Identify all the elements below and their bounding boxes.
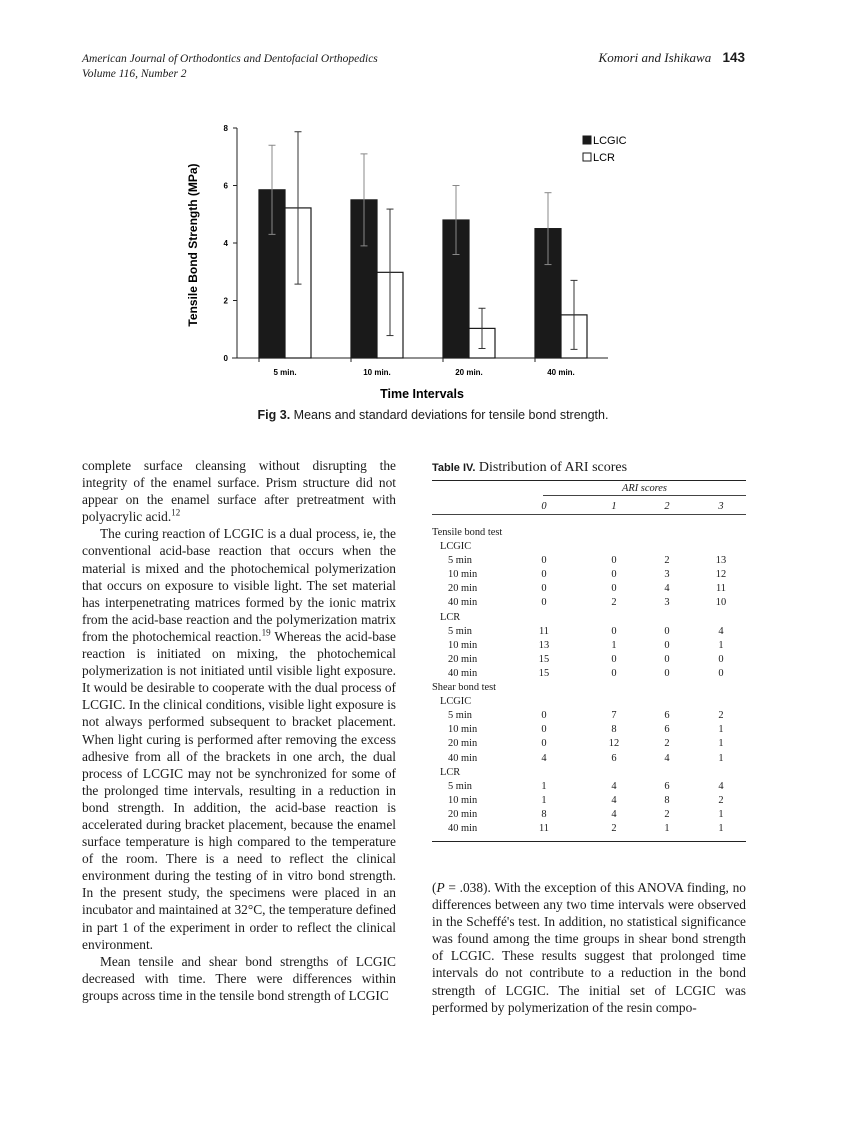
table-row bbox=[432, 611, 746, 625]
table-row bbox=[432, 639, 746, 653]
table-cell: 1 bbox=[541, 780, 547, 792]
legend-swatch-lcr bbox=[583, 153, 591, 161]
table-row bbox=[432, 582, 746, 596]
table-cell: 10 bbox=[715, 597, 727, 609]
table-title bbox=[432, 460, 627, 476]
table-cell: 11 bbox=[538, 822, 549, 834]
table-cell: 1 bbox=[718, 738, 724, 750]
table-row-label: 5 min bbox=[448, 625, 472, 637]
table-row-label: 20 min bbox=[448, 653, 478, 665]
table-body bbox=[432, 526, 746, 836]
table-title-text: Distribution of ARI scores bbox=[478, 460, 628, 475]
table-label: Table IV. bbox=[432, 462, 476, 474]
y-tick-label: 6 bbox=[223, 181, 228, 191]
table-cell: 8 bbox=[611, 724, 617, 736]
table-cell: 2 bbox=[664, 555, 670, 567]
table-cell: 11 bbox=[715, 583, 726, 595]
legend-swatch-lcgic bbox=[583, 136, 591, 144]
table-cell: 0 bbox=[664, 625, 670, 637]
table-row bbox=[432, 808, 746, 822]
paragraph: Mean tensile and shear bond strengths of LCGIC decreased with time. There were differences within groups across time in the tensile bond strength of LCGIC bbox=[82, 953, 396, 1003]
table-row bbox=[432, 709, 746, 723]
table-cell: 0 bbox=[611, 555, 617, 567]
y-axis-title: Tensile Bond Strength (MPa) bbox=[186, 163, 200, 327]
table-row-label: 20 min bbox=[448, 738, 478, 750]
table-row bbox=[432, 568, 746, 582]
table-cell: 0 bbox=[541, 597, 547, 609]
table-cell: 0 bbox=[611, 625, 617, 637]
page-number: 143 bbox=[722, 50, 745, 65]
y-tick-label: 8 bbox=[223, 124, 228, 133]
table-row-label: 10 min bbox=[448, 724, 478, 736]
figure-caption bbox=[0, 408, 866, 422]
y-tick-label: 2 bbox=[223, 296, 228, 306]
x-tick-label: 5 min. bbox=[273, 368, 297, 377]
table-row bbox=[432, 822, 746, 836]
table-cell: 4 bbox=[541, 752, 547, 764]
table-row bbox=[432, 540, 746, 554]
table-row bbox=[432, 794, 746, 808]
table-cell: 1 bbox=[718, 639, 724, 651]
table-cell: 4 bbox=[718, 625, 724, 637]
table-cell: 6 bbox=[664, 780, 670, 792]
table-cell: 3 bbox=[664, 569, 670, 581]
x-tick-label: 20 min. bbox=[455, 368, 483, 377]
x-tick-label: 40 min. bbox=[547, 368, 575, 377]
table-row bbox=[432, 780, 746, 794]
legend-label-lcr: LCR bbox=[593, 152, 616, 164]
table-row-label: LCR bbox=[440, 611, 461, 623]
table-cell: 0 bbox=[541, 738, 547, 750]
table-cell: 4 bbox=[664, 752, 670, 764]
table-cell: 1 bbox=[718, 808, 724, 820]
bond-strength-chart bbox=[0, 0, 866, 410]
author-names: Komori and Ishikawa bbox=[598, 50, 712, 65]
table-row bbox=[432, 681, 746, 695]
table-cell: 0 bbox=[718, 667, 724, 679]
table-cell: 15 bbox=[538, 653, 550, 665]
citation: 12 bbox=[171, 507, 181, 518]
table-rule bbox=[432, 841, 746, 842]
table-cell: 0 bbox=[541, 583, 547, 595]
y-tick-label: 4 bbox=[223, 239, 228, 248]
table-cell: 1 bbox=[541, 794, 547, 806]
table-row-label: Shear bond test bbox=[432, 682, 497, 694]
table-cell: 2 bbox=[664, 808, 670, 820]
table-cell: 3 bbox=[664, 597, 670, 609]
journal-volume: Volume 116, Number 2 bbox=[82, 68, 187, 80]
y-tick-label: 0 bbox=[223, 354, 228, 363]
table-cell: 0 bbox=[664, 667, 670, 679]
table-cell: 2 bbox=[718, 794, 724, 806]
table-row-label: 40 min bbox=[448, 752, 478, 764]
table-cell: 0 bbox=[664, 653, 670, 665]
paragraph: complete surface cleansing without disrupting the integrity of the enamel surface. Prism structure did not appear on the enamel surface after pretreatment with polyacrylic acid.$^{12}$ bbox=[82, 458, 396, 525]
table-row-label: 10 min bbox=[448, 639, 478, 651]
table-cell: 1 bbox=[664, 822, 670, 834]
table-column-header: 2 bbox=[664, 501, 670, 512]
table-cell: 0 bbox=[611, 583, 617, 595]
x-tick-label: 10 min. bbox=[363, 368, 391, 377]
table-row-label: 20 min bbox=[448, 583, 478, 595]
right-column bbox=[432, 879, 746, 1016]
table-rule bbox=[543, 495, 746, 496]
table-cell: 4 bbox=[664, 583, 670, 595]
table-group-header: ARI scores bbox=[622, 483, 667, 494]
table-row bbox=[432, 596, 746, 610]
x-tick-labels bbox=[259, 358, 575, 377]
table-cell: 6 bbox=[664, 710, 670, 722]
table-cell: 1 bbox=[718, 752, 724, 764]
table-row-label: 10 min bbox=[448, 569, 478, 581]
left-column bbox=[82, 457, 396, 1004]
table-row-label: 40 min bbox=[448, 667, 478, 679]
table-row-label: 20 min bbox=[448, 808, 478, 820]
figure-caption-text: Means and standard deviations for tensile bond strength. bbox=[293, 408, 609, 422]
paragraph: (P = .038). With the exception of this ANOVA finding, no differences between any two time intervals were observed in the Scheffé's test. In addition, no statistical significance was found among the time groups in shear bond strength of LCGIC. These results suggest that prolonged time intervals do not contribute to a reduction in the bond strength of LCGIC. The initial set of LCGIC was performed by polymerization of the resin compo- bbox=[432, 880, 746, 1015]
table-row bbox=[432, 667, 746, 681]
table-cell: 0 bbox=[611, 667, 617, 679]
table-cell: 6 bbox=[611, 752, 617, 764]
table-cell: 4 bbox=[718, 780, 724, 792]
table-cell: 2 bbox=[664, 738, 670, 750]
table-cell: 4 bbox=[611, 808, 617, 820]
table-row bbox=[432, 737, 746, 751]
table-row bbox=[432, 695, 746, 709]
table-cell: 0 bbox=[718, 653, 724, 665]
table-rule bbox=[432, 514, 746, 515]
y-axis-ticks bbox=[224, 124, 237, 363]
table-cell: 15 bbox=[538, 667, 550, 679]
table-row-label: Tensile bond test bbox=[432, 527, 503, 538]
bar-marks bbox=[259, 132, 587, 358]
table-row-label: 5 min bbox=[448, 780, 472, 792]
table-cell: 6 bbox=[664, 724, 670, 736]
figure-label: Fig 3. bbox=[257, 408, 291, 422]
table-column-header: 0 bbox=[541, 501, 547, 512]
table-cell: 2 bbox=[611, 597, 617, 609]
table-row-label: 10 min bbox=[448, 794, 478, 806]
table-cell: 13 bbox=[538, 639, 550, 651]
table-cell: 1 bbox=[718, 724, 724, 736]
table-cell: 7 bbox=[611, 710, 617, 722]
table-row bbox=[432, 752, 746, 766]
table-row bbox=[432, 653, 746, 667]
chart-legend bbox=[583, 135, 627, 164]
table-row-label: 5 min bbox=[448, 555, 472, 567]
table-cell: 0 bbox=[611, 653, 617, 665]
table-cell: 0 bbox=[541, 569, 547, 581]
legend-label-lcgic: LCGIC bbox=[593, 135, 627, 147]
table-cell: 8 bbox=[541, 808, 547, 820]
table-row-label: LCGIC bbox=[440, 696, 472, 708]
table-column-header: 1 bbox=[611, 501, 617, 512]
table-cell: 0 bbox=[541, 724, 547, 736]
table-rule bbox=[432, 480, 746, 481]
table-cell: 13 bbox=[715, 555, 727, 567]
x-axis-title: Time Intervals bbox=[380, 387, 464, 401]
table-cell: 2 bbox=[718, 710, 724, 722]
table-cell: 0 bbox=[611, 569, 617, 581]
table-column-header: 3 bbox=[718, 501, 724, 512]
table-cell: 0 bbox=[664, 639, 670, 651]
table-cell: 0 bbox=[541, 710, 547, 722]
table-cell: 0 bbox=[541, 555, 547, 567]
table-cell: 12 bbox=[608, 738, 620, 750]
table-cell: 11 bbox=[538, 625, 549, 637]
table-cell: 8 bbox=[664, 794, 670, 806]
table-row-label: LCGIC bbox=[440, 541, 472, 553]
table-cell: 1 bbox=[718, 822, 724, 834]
table-row-label: LCR bbox=[440, 766, 461, 778]
table-cell: 1 bbox=[611, 639, 617, 651]
table-cell: 4 bbox=[611, 780, 617, 792]
table-row bbox=[432, 526, 746, 540]
table-cell: 2 bbox=[611, 822, 617, 834]
table-row bbox=[432, 723, 746, 737]
journal-name: American Journal of Orthodontics and Dentofacial Orthopedics bbox=[82, 53, 378, 65]
table-row-label: 5 min bbox=[448, 710, 472, 722]
table-cell: 4 bbox=[611, 794, 617, 806]
table-row bbox=[432, 766, 746, 780]
table-row bbox=[432, 625, 746, 639]
paragraph: The curing reaction of LCGIC is a dual process, ie, the conventional acid-base reaction that occurs when the material is mixed and the photochemical polymerization that occurs on exposure to visible light. The set material has interpenetrating matrices formed by the ionic matrix from the acid-base reaction and the polymerization matrix from the photochemical reaction.$^{19}$ Whereas the acid-base reaction is initiated on mixing, the photochemical polymerization is not initiated until visible light exposure. It would be desirable to cooperate with the dual process of LCGIC. In the clinical conditions, visible light exposure is not always performed subsequent to bracket placement. When light curing is performed after removing the excess adhesive from all of the brackets in one arch, the dual process of LCGIC may not be synchronized for some of the prolonged time intervals, resulting in a reduction in bond strength. In addition, the acid-base reaction is accelerated during bracket placement, because the enamel surface temperature is high compared to the temperature of the room. There is a need to reflect the clinical environment during the testing of in vitro bond strength. In the present study, the specimens were placed in an incubator and maintained at 32°C, the temperature defined in part 1 of the experiment in order to reflect the clinical environment. bbox=[82, 526, 396, 952]
citation: 19 bbox=[261, 627, 271, 638]
table-row-label: 40 min bbox=[448, 597, 478, 609]
table-cell: 12 bbox=[715, 569, 727, 581]
table-row bbox=[432, 554, 746, 568]
table-row-label: 40 min bbox=[448, 822, 478, 834]
